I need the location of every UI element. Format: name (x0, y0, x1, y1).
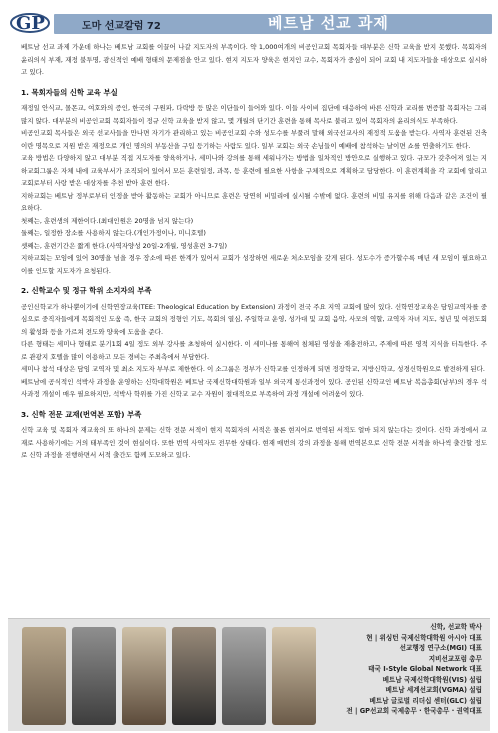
paragraph: 지하교회는 베트남 정부로부터 인정을 받아 활동하는 교회가 아니므로 훈련은 당연히 비밀리에 실시될 수밖에 없다. 훈련의 비밀 유지를 위해 다음과 같은 조건이 필요하다. (21, 191, 487, 212)
bio-line: 베트남 국제신학대학원(VIS) 설립 (382, 675, 482, 684)
author-photo (272, 627, 316, 725)
gp-logo-icon (8, 6, 52, 36)
paragraph: 재정일 안식교, 몰몬교, 여호와의 증인, 한국의 구원파, 다락방 등 많은 이단들이 들어와 있다. 이들 사이비 집단에 대응하여 바른 신학과 교리를 변증할 목회자는 그리 많지 않다. 대부분의 비공인교회 목회자들이 정규 신학 교육을 받지 않고, 몇 개월의 단기간 훈련을 통해 목사로 불리고 있어 목회자의 윤리의식도 부족하다. (21, 104, 487, 125)
header-bar (54, 14, 492, 34)
bio-line: 베트남 세계선교회(VGMA) 설립 (385, 686, 482, 694)
bio-line: 베트남 글로벌 리더십 센터(GLC) 설립 (369, 696, 482, 705)
section-3-title: 3. 신학 전문 교재(번역본 포함) 부족 (21, 409, 142, 419)
paragraph: 교육 방법은 다양하지 않고 대부분 직접 지도자를 양육하거나, 세미나와 강의를 통해 세워나가는 방법을 일차적인 방안으로 실행하고 있다. 규모가 갖추어져 있는 지하교회그룹은 자체 내에 교육부서가 조직되어 있어서 모든 훈련일정, 과목, 등 훈련에 필요한 사항을 구체적으로 계획하고 담당한다. 이 훈련계획을 각 교회에 알리고 교회로부터 사랑 받은 대상자를 추천 받아 훈련 한다. (21, 154, 487, 187)
article-body (21, 41, 487, 462)
list-item: 셋째는, 훈련기간은 짧게 한다.(사역자양성 20일-2개월, 영성훈련 3-7일) (21, 241, 228, 250)
section-2-title: 2. 신학교수 및 정규 학위 소지자의 부족 (21, 286, 152, 295)
column-header (8, 6, 492, 36)
logo-text: GP (16, 13, 45, 34)
paragraph: 비공인교회 목사들은 외국 선교사들을 만나면 자기가 관리하고 있는 비공인교회 수와 성도수를 부풀려 말해 외국선교사의 재정적 도움을 받는다. 사역자 훈련된 건축이란 명목으로 지원 받은 재정으로 개인 명의의 부동산을 구입 등기하는 사람도 있다. 일부 교회는 외국 손님들이 예배에 참석하는 날이면 쇼를 연출하기도 한다. (21, 129, 487, 150)
list-item: 첫째는, 훈련생의 제한이다.(최대인원은 20명을 넘지 않는다) (21, 216, 194, 225)
paragraph: 베트남에 공식적인 석박사 과정을 운영하는 신학대학원은 베트남 국제신학대학원과 일부 외국계 통신과정이 있다. 공인된 신학교인 베트남 복음총회(남부)의 경우 석사과정 개설이 매우 필요하지만, 석박사 학위를 가진 신학교 교수 자원이 절대적으로 부족하여 과정 개설에 어려움이 있다. (21, 377, 487, 398)
column-series: 도마 선교칼럼 72 (82, 21, 161, 32)
author-photo (122, 627, 166, 725)
intro-paragraph: 베트남 선교 과제 가운데 하나는 베트남 교회를 이끌어 나갈 지도자의 부족이다. 약 1,000여개의 비공인교회 목회자들 대부분은 신학 교육을 받지 못했다. 목회자의 윤리의식 부재, 재정 불투명, 광신적인 예배 형태의 문제점을 안고 있다. 현지 지도자 양육은 현지인 교수, 목회자가 중심이 되어 교회 내 지도자들을 대상으로 실시하고 있다. (21, 43, 487, 76)
column-title: 베트남 선교 과제 (268, 14, 389, 32)
bio-line: 신학, 선교학 박사 (430, 623, 482, 631)
author-photo (72, 627, 116, 725)
bio-line: 선교행정 연구소(MGI) 대표 (399, 644, 482, 652)
section-1-title: 1. 목회자들의 신학 교육 부실 (21, 87, 118, 97)
author-bio (346, 622, 482, 717)
paragraph: 다른 형태는 세미나 형태로 분기1회 4일 정도 외부 강사를 초청하여 실시한다. 이 세미나를 통해여 침체된 영성을 재충전하고, 주제에 따른 영적 지식을 터득한다. 주로 관광지 호텔을 많이 이용하고 모든 경비는 주최측에서 부담한다. (21, 340, 487, 361)
bio-line: 전 | GP선교회 국제총무 · 한국총무 · 권역대표 (346, 707, 482, 715)
author-photo (172, 627, 216, 725)
paragraph: 세미나 참석 대상은 담임 교역자 및 최소 지도자 부부로 제한한다. 이 소그룹은 정부가 신학교를 인정하게 되면 정장학교, 지방신학교, 성경신학원으로 발전하게 된다. (21, 365, 486, 373)
author-photo (222, 627, 266, 725)
list-item: 둘째는, 일정한 장소를 사용하지 않는다.(개인가정이나, 미니호텔) (21, 229, 206, 237)
paragraph: 공인신학교가 하나뿐이기에 신학연장교육(TEE: Theological Education by Extension) 과정이 전국 주요 지역 교회에 많이 있다. 신학연장교육은 담임교역자를 중심으로 중직자들에게 목회적인 도움 즉, 한국 교회의 정형인 기도, 목회의 열심, 주일학교 운영, 성가대 및 교회 음악, 사모의 역할, 교역자 자녀 지도, 청년 및 여전도회의 활성화 등을 가르쳐 전도와 양육에 도움을 준다. (21, 302, 487, 336)
paragraph: 신학 교육 및 목회자 재교육의 또 하나의 문제는 신학 전문 서적이 현지 목회자의 서적은 물론 현지어로 번역된 서적도 얼마 되지 않는다는 것이다. 신학 과정에서 교재로 사용하기에는 거의 태부족인 것이 현실이다. 또한 번역 사역자도 전무한 상태다. 현재 매번의 강의 과정을 통해 번역본으로 신학 전문 서적을 하나씩 출간할 정도로 신학 과정을 진행하면서 서적 출간도 함께 도모하고 있다. (21, 426, 487, 459)
bio-line: 현 | 위싱턴 국제신학대학원 아시아 대표 (366, 633, 482, 642)
bio-line: 지비선교포럼 총무 (428, 654, 482, 663)
author-photo (22, 627, 66, 725)
author-profile-box (8, 618, 490, 731)
bio-line: 태국 I-Style Global Network 대표 (368, 665, 482, 673)
paragraph: 지하교회는 모임에 있어 30명을 넘을 경우 장소에 따른 한계가 있어서 교회가 성장하면 새로운 처소모임을 갖게 된다. 성도수가 증가할수록 매년 새 모임이 필요하고 이를 인도할 지도자가 요청된다. (21, 254, 487, 275)
